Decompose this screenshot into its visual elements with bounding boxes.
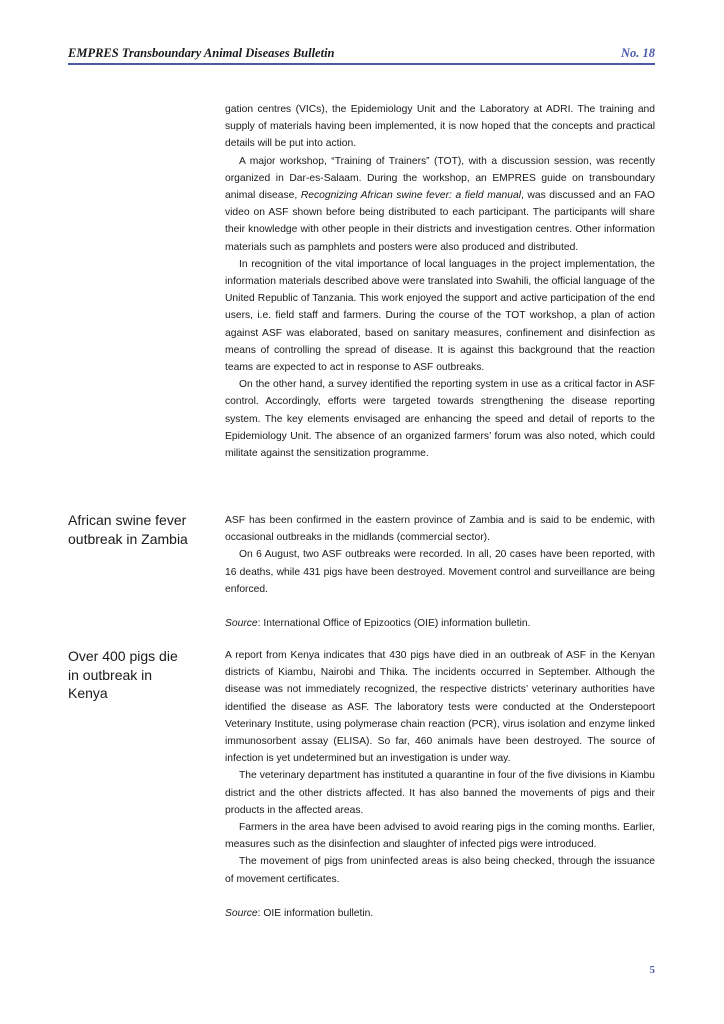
kenya-paragraph: The veterinary department has instituted a quarantine in four of the five divisions in Kiambu district and the other districts affected. It has also banned the movements of pigs and their products in the affected areas. [225, 770, 655, 816]
kenya-source: Source: OIE information bulletin. [225, 907, 374, 919]
intro-paragraph: In recognition of the vital importance of local languages in the project implementation, the information materials described above were translated into Swahili, the official language of the United Republic of Tanzania. This work enjoyed the support and active participation of the end users, i.e. field staff and farmers. During the course of the TOT workshop, a plan of action against ASF was elaborated, based on sanitary measures, confinement and disinfection as means of controlling the spread of disease. It is against this background that the reaction teams are expected to act in response to ASF outbreaks. [225, 258, 655, 374]
manual-title: Recognizing African swine fever: a field manual [300, 190, 521, 202]
kenya-paragraph: Farmers in the area have been advised to avoid rearing pigs in the coming months. Earlier, measures such as the disinfection and slaughter of infected pigs were introduced. [225, 822, 655, 851]
intro-article-body [225, 101, 655, 462]
page-number: 5 [649, 964, 655, 976]
zambia-article-body [225, 512, 655, 632]
kenya-section-heading: Over 400 pigs die in outbreak in Kenya [68, 648, 178, 701]
running-header [68, 44, 655, 64]
bulletin-title: EMPRES Transboundary Animal Diseases Bulletin [68, 46, 335, 60]
intro-paragraph: A major workshop, “Training of Trainers” (TOT), with a discussion session, was recently organized in Dar-es-Salaam. During the workshop, an EMPRES guide on transboundary animal disease, Recognizing African swine fever: a field manual, was discussed and an FAO video on ASF shown before being distributed to each participant. The participants will share their knowledge with other people in their districts and investigation centres. Other information materials such as pamphlets and posters were also produced and distributed. [225, 155, 656, 253]
kenya-article-body [225, 647, 655, 922]
kenya-paragraph: A report from Kenya indicates that 430 pigs have died in an outbreak of ASF in the Kenyan districts of Kiambu, Nairobi and Thika. The incidents occurred in September. Although the disease was not immediately recognized, the respective districts’ veterinary authorities have identified the disease as ASF. The laboratory tests were conducted at the Onderstepoort Veterinary Institute, using polymerase chain reaction (PCR), virus isolation and enzyme linked immunosorbent assay (ELISA). So far, 460 animals have been destroyed. The source of infection is yet undetermined but an investigation is under way. [225, 650, 655, 765]
zambia-paragraph: On 6 August, two ASF outbreaks were recorded. In all, 20 cases have been reported, with 16 deaths, while 431 pigs have been destroyed. Movement control and surveillance are being enforced. [225, 549, 655, 595]
zambia-paragraph: ASF has been confirmed in the eastern province of Zambia and is said to be endemic, with occasional outbreaks in the midlands (commercial sector). [225, 515, 655, 544]
zambia-source: Source: International Office of Epizootics (OIE) information bulletin. [225, 618, 531, 630]
intro-paragraph: gation centres (VICs), the Epidemiology Unit and the Laboratory at ADRI. The training and supply of materials having been implemented, it is now hoped that the concepts and practical details will be put into action. [225, 104, 655, 150]
zambia-section-heading: African swine fever outbreak in Zambia [68, 512, 188, 547]
header-divider [68, 63, 655, 65]
intro-paragraph: On the other hand, a survey identified the reporting system in use as a critical factor in ASF control. Accordingly, efforts were targeted towards strengthening the disease reporting system. The key elements envisaged are enhancing the speed and detail of reports to the Epidemiology Unit. The absence of an organized farmers’ forum was also noted, which could militate against the sensitization programme. [225, 379, 655, 460]
issue-number: No. 18 [620, 46, 655, 60]
kenya-paragraph: The movement of pigs from uninfected areas is also being checked, through the issuance of movement certificates. [225, 856, 655, 885]
